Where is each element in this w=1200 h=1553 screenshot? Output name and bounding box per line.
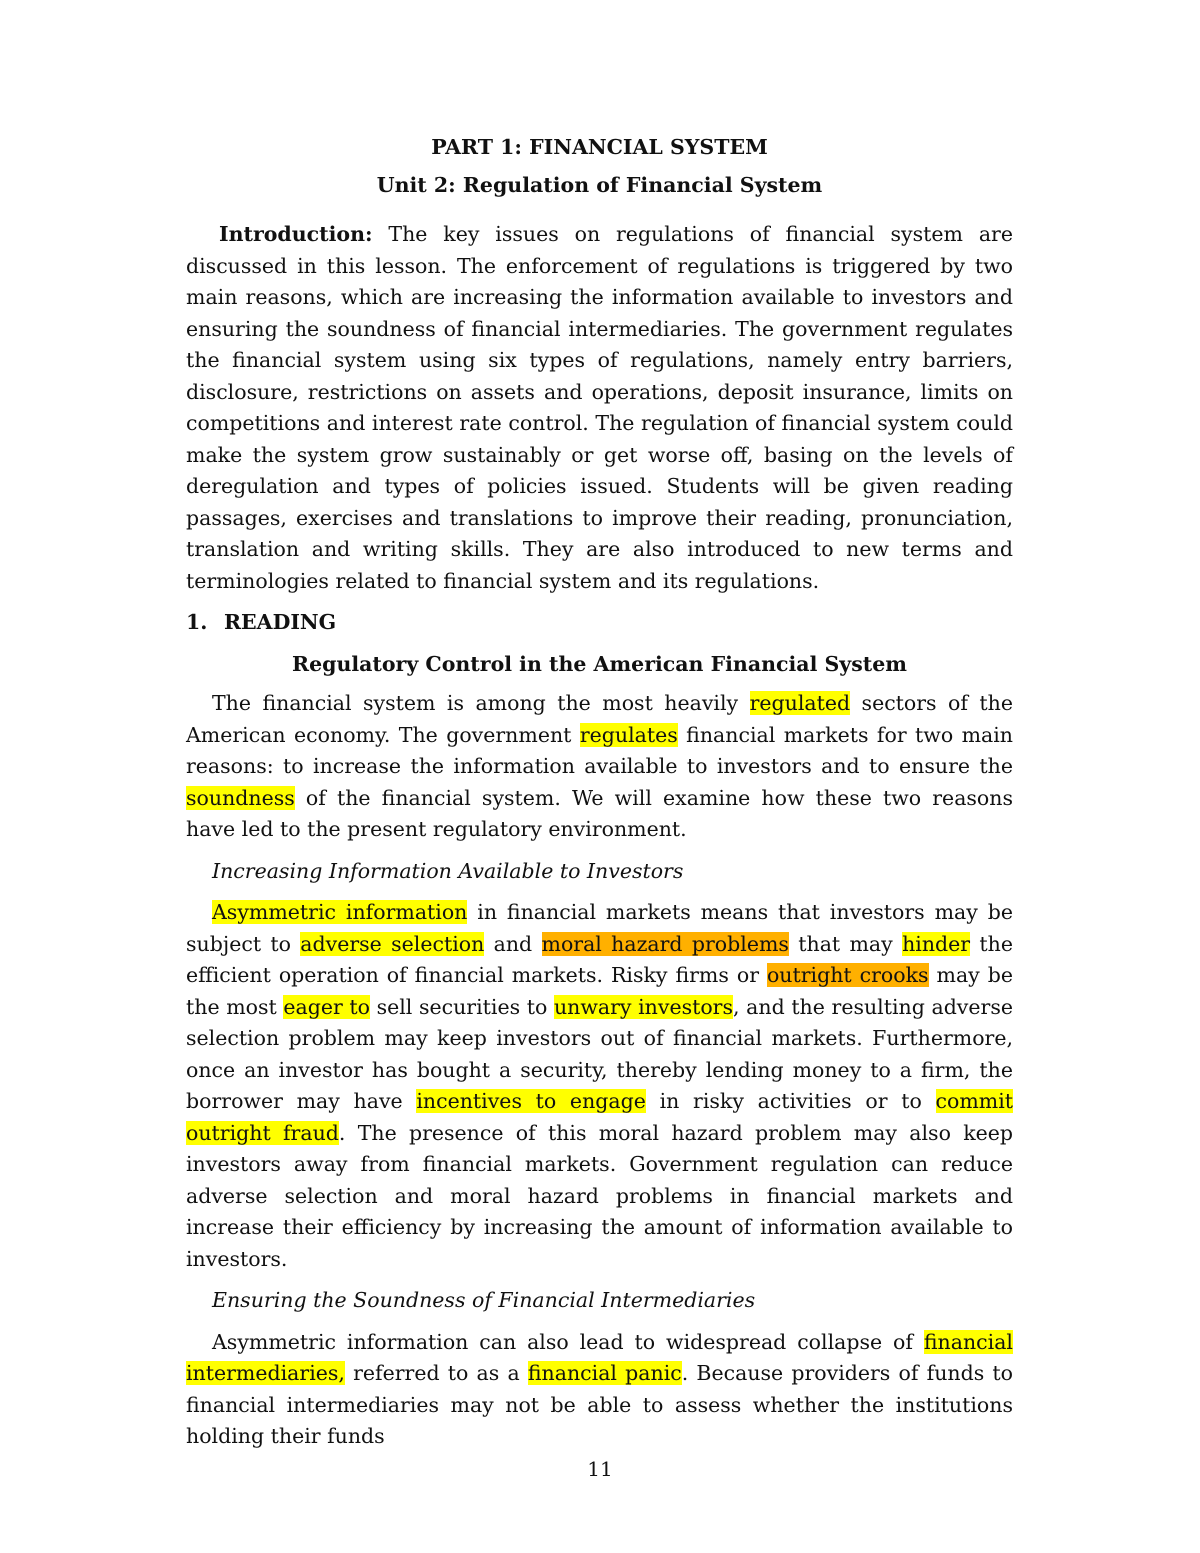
- text-run: of the financial system. We will examine how these two reasons have led to the present regulatory environment.: [186, 785, 1013, 841]
- text-run: financial markets for two main reasons: to increase the information available to investors and to ensure the: [186, 722, 1014, 778]
- highlighted-term: regulates: [579, 722, 678, 747]
- highlighted-term: adverse selection: [300, 931, 485, 956]
- introduction-label: Introduction:: [219, 222, 373, 246]
- highlighted-term: financial intermediaries,: [186, 1329, 1013, 1385]
- highlighted-term: commit outright fraud: [186, 1089, 1013, 1145]
- highlighted-term: hinder: [902, 931, 971, 956]
- highlighted-term: soundness: [186, 785, 295, 810]
- highlighted-term: financial panic: [527, 1361, 682, 1385]
- text-run: may be the most: [186, 963, 1013, 1019]
- unit-title: Unit 2: Regulation of Financial System: [376, 172, 823, 197]
- text-run: the efficient operation of financial markets. Risky firms or: [186, 931, 1013, 987]
- text-run: sectors of the American economy. The government: [186, 691, 1013, 747]
- page-number: 11: [587, 1457, 613, 1481]
- reading-paragraph-2: [186, 897, 1013, 1275]
- highlighted-term-orange: moral hazard problems: [541, 931, 789, 956]
- text-run: that may: [788, 931, 903, 956]
- text-run: The financial system is among the most heavily: [212, 691, 750, 715]
- highlighted-term: regulated: [749, 691, 851, 715]
- part-title: PART 1: FINANCIAL SYSTEM: [431, 135, 768, 159]
- text-run: in financial markets means that investors may be subject to: [186, 900, 1013, 956]
- text-run: , and the resulting adverse selection problem may keep investors out of financial markets. Furthermore, once an investor has bought a security, thereby lending money to a firm, the borrower may have: [186, 994, 1013, 1113]
- section-title: READING: [224, 610, 337, 634]
- text-run: referred to as a: [344, 1361, 528, 1385]
- page-content: [186, 132, 1013, 1463]
- highlighted-term: incentives to engage: [416, 1089, 646, 1113]
- text-run: in risky activities or to: [645, 1089, 936, 1113]
- text-run: Asymmetric information can also lead to widespread collapse of: [212, 1329, 924, 1354]
- introduction-paragraph: [186, 219, 1013, 597]
- text-run: and: [484, 931, 542, 956]
- highlighted-term: Asymmetric information: [212, 900, 468, 924]
- subheading-ensuring-soundness: Ensuring the Soundness of Financial Intermediaries: [212, 1288, 756, 1312]
- section-number: 1.: [186, 610, 208, 634]
- reading-paragraph-3: [186, 1327, 1013, 1453]
- reading-title: Regulatory Control in the American Financial System: [292, 651, 907, 676]
- text-run: . Because providers of funds to financial intermediaries may not be able to assess whether the institutions holding their funds: [186, 1361, 1013, 1448]
- highlighted-term-orange: outright crooks: [766, 963, 929, 987]
- section-heading: [186, 607, 1013, 639]
- highlighted-term: unwary investors: [553, 994, 734, 1019]
- reading-paragraph-1: [186, 688, 1013, 846]
- text-run: . The presence of this moral hazard problem may also keep investors away from financial markets. Government regulation can reduce adverse selection and moral hazard problems in financial markets and increase their efficiency by increasing the amount of information available to investors.: [186, 1120, 1013, 1271]
- introduction-text: The key issues on regulations of financial system are discussed in this lesson. The enforcement of regulations is triggered by two main reasons, which are increasing the information available to investors and ensuring the soundness of financial intermediaries. The government regulates the financial system using six types of regulations, namely entry barriers, disclosure, restrictions on assets and operations, deposit insurance, limits on competitions and interest rate control. The regulation of financial system could make the system grow sustainably or get worse off, basing on the levels of deregulation and types of policies issued. Students will be given reading passages, exercises and translations to improve their reading, pronunciation, translation and writing skills. They are also introduced to new terms and terminologies related to financial system and its regulations.: [186, 222, 1013, 593]
- subheading-increasing-information: Increasing Information Available to Investors: [212, 858, 684, 883]
- text-run: sell securities to: [369, 994, 554, 1019]
- highlighted-term: eager to: [283, 994, 370, 1019]
